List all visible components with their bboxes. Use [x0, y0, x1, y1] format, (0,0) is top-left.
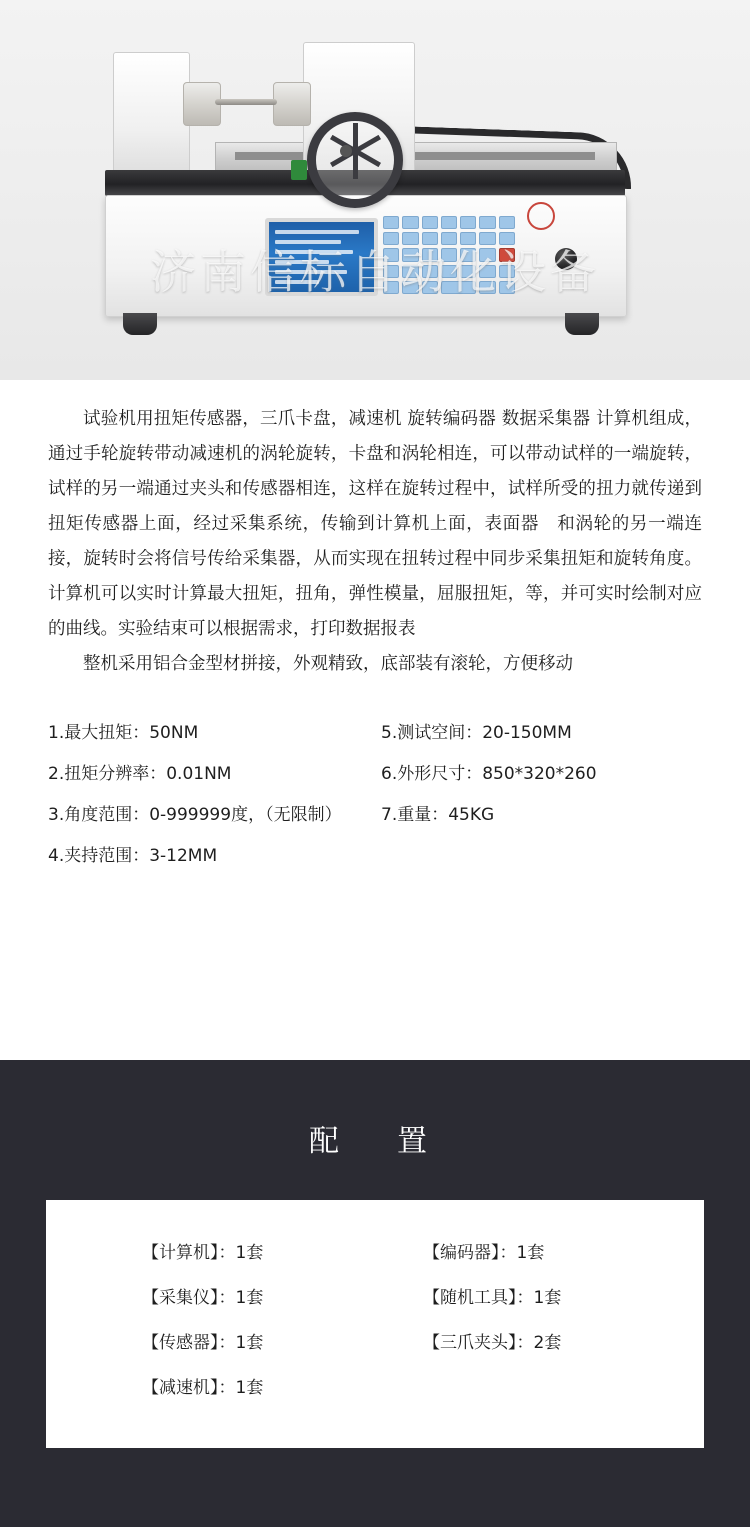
description-paragraph-2: 整机采用铝合金型材拼接，外观精致，底部装有滚轮，方便移动 [83, 654, 573, 674]
product-photo [0, 0, 750, 380]
keypad-key [402, 232, 418, 245]
keypad-key [422, 232, 438, 245]
keypad-key [460, 232, 476, 245]
keypad-key [383, 248, 399, 261]
keypad-key [499, 265, 515, 278]
spec-item: 6.外形尺寸：850*320*260 [381, 764, 597, 784]
machine-right-chuck [273, 82, 311, 126]
machine-bed-slot [235, 152, 595, 160]
machine-left-headstock [113, 52, 190, 182]
keypad-key [499, 232, 515, 245]
keypad-key [460, 248, 476, 261]
machine-foot [123, 313, 157, 335]
spec-item: 7.重量：45KG [381, 805, 495, 825]
configuration-card [46, 1200, 704, 1448]
keypad-key [422, 248, 438, 261]
description-paragraph-1: 试验机用扭矩传感器，三爪卡盘，减速机 旋转编码器 数据采集器 计算机组成，通过手轮旋转带动减速机的涡轮旋转，卡盘和涡轮相连，可以带动试样的一端旋转，试样的另一端通过夹头和传感器相连，这样在旋转过程中，试样所受的扭力就传递到扭矩传感器上面，经过采集系统，传输到计算机上面，表面器 和涡轮的另一端连接，旋转时会将信号传给采集器，从而实现在扭转过程中同步采集扭矩和旋转角度。计算机可以实时计算最大扭矩，扭角，弹性模量，屈服扭矩，等，并可实时绘制对应的曲线。实验结束可以根据需求，打印数据报表 [48, 409, 702, 639]
spec-item: 1.最大扭矩：50NM [48, 723, 199, 743]
keypad-key [402, 216, 418, 229]
keypad-key [479, 265, 495, 278]
keypad-key [441, 248, 457, 261]
configuration-item: 【随机工具】：1套 [423, 1288, 562, 1309]
hand-wheel-icon [307, 112, 403, 208]
configuration-section [0, 1060, 750, 1527]
screen-line [275, 280, 319, 284]
keypad-key [460, 216, 476, 229]
screen-line [275, 230, 359, 234]
keypad-key [479, 232, 495, 245]
keypad-key [499, 216, 515, 229]
keypad-key [422, 265, 438, 278]
configuration-item: 【传感器】：1套 [142, 1333, 264, 1354]
keypad-key [441, 232, 457, 245]
spec-item: 4.夹持范围：3-12MM [48, 846, 218, 866]
machine-foot [565, 313, 599, 335]
configuration-item: 【采集仪】：1套 [142, 1288, 264, 1309]
keypad-key [383, 265, 399, 278]
description-section [0, 380, 750, 682]
watermark-text: 济南信标自动化设备 [150, 245, 600, 299]
machine-green-block [291, 160, 307, 180]
keypad-key [422, 216, 438, 229]
keypad-key [460, 265, 476, 278]
screen-line [275, 270, 347, 274]
machine-specimen [215, 99, 277, 105]
emergency-ring-icon [527, 202, 555, 230]
spec-item: 5.测试空间：20-150MM [381, 723, 572, 743]
keypad-key [479, 248, 495, 261]
configuration-item: 【编码器】：1套 [423, 1243, 545, 1263]
keypad-key-wide [441, 281, 477, 294]
keypad-key-red [499, 248, 515, 261]
spec-list [0, 718, 750, 866]
keypad-key [383, 281, 399, 294]
machine-keypad [383, 216, 515, 294]
keypad-key [441, 265, 457, 278]
machine-display-screen [265, 218, 378, 296]
keypad-key [402, 265, 418, 278]
configuration-item: 【减速机】：1套 [142, 1378, 264, 1399]
screen-line [275, 240, 341, 244]
power-knob-icon [555, 248, 577, 270]
spec-item: 3.角度范围：0-999999度，（无限制） [48, 805, 342, 825]
keypad-key [441, 216, 457, 229]
torsion-testing-machine-illustration [95, 30, 655, 360]
configuration-list [46, 1234, 704, 1408]
keypad-key [422, 281, 438, 294]
keypad-key [479, 281, 495, 294]
keypad-key [402, 281, 418, 294]
keypad-key [479, 216, 495, 229]
keypad-key [499, 281, 515, 294]
keypad-key [402, 248, 418, 261]
configuration-item: 【计算机】：1套 [142, 1243, 264, 1263]
keypad-key [383, 216, 399, 229]
screen-line [275, 260, 329, 264]
keypad-key [383, 232, 399, 245]
configuration-item: 【三爪夹头】：2套 [423, 1333, 562, 1354]
spec-item: 2.扭矩分辨率：0.01NM [48, 764, 232, 784]
screen-line [275, 250, 353, 254]
configuration-title: 配 置 [309, 1124, 441, 1159]
